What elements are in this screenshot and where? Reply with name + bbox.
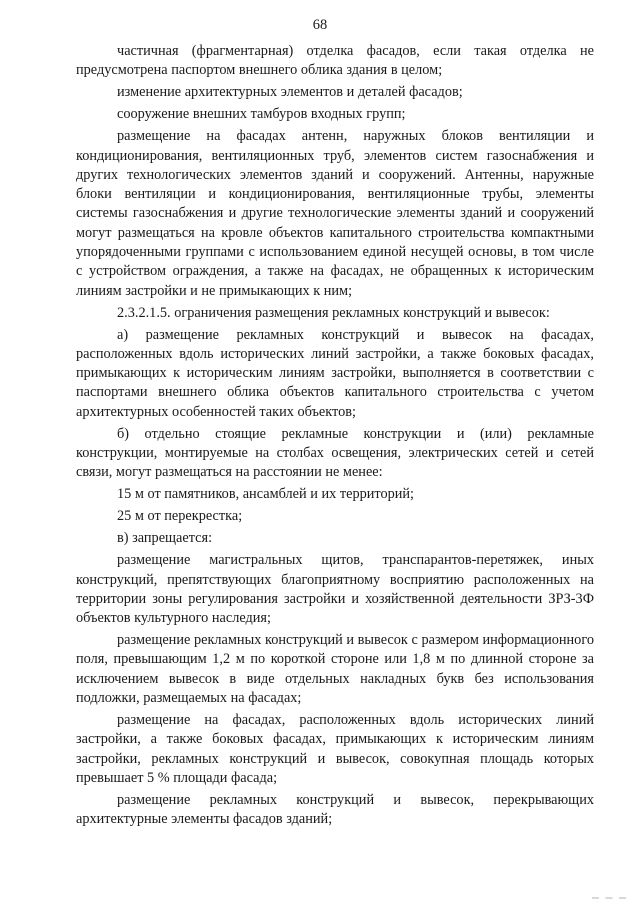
paragraph-billboards-prohibited: размещение магистральных щитов, транспарантов-перетяжек, иных конструкций, препятствующих благоприятному восприятию расположенных на территории зоны регулирования застройки и хозяйственной деятельности ЗРЗ-3Ф объектов культурного наследия; [76,552,594,627]
scan-artifact [592,897,626,899]
paragraph-distance-monuments: 15 м от памятников, ансамблей и их территорий; [117,486,415,503]
paragraph-item-v: в) запрещается: [117,530,213,547]
paragraph-architectural-elements: изменение архитектурных элементов и деталей фасадов; [117,84,463,101]
paragraph-partial-facade-finishing: частичная (фрагментарная) отделка фасадов, если такая отделка не предусмотрена паспортом внешнего облика здания в целом; [76,43,594,79]
paragraph-distance-intersection: 25 м от перекрестка; [117,508,243,525]
document-body [76,42,594,832]
paragraph-antennas-and-ventilation: размещение на фасадах антенн, наружных блоков вентиляции и кондиционирования, вентиляционных труб, элементов систем газоснабжения и других технологических элементов зданий и сооружений. Антенны, наружные блоки вентиляции и кондиционирования, вентиляционные трубы, элементы системы газоснабжения и другие технологические элементы зданий и сооружений могут размещаться на кровле объектов капитального строительства компактными упорядоченными группами с использованием единой несущей основы, в том числе с устройством ограждения, а также на фасадах, не обращенных к историческим линиям застройки и не примыкающих к ним; [76,128,594,299]
paragraph-facade-area-limit: размещение на фасадах, расположенных вдоль исторических линий застройки, а также боковых фасадах, примыкающих к историческим линиям застройки, рекламных конструкций и вывесок, совокупная площадь которых превышает 5 % площади фасада; [76,712,594,786]
paragraph-entrance-vestibules: сооружение внешних тамбуров входных групп; [117,106,406,123]
paragraph-section-2-3-2-1-5: 2.3.2.1.5. ограничения размещения рекламных конструкций и вывесок: [117,304,550,321]
paragraph-item-a: а) размещение рекламных конструкций и вывесок на фасадах, расположенных вдоль исторических линий застройки, а также боковых фасадах, примыкающих к историческим линиям застройки, выполняется в соответствии с паспортами внешнего облика объектов капитального строительства с учетом архитектурных особенностей таких объектов; [76,326,594,420]
page-number: 68 [312,17,328,33]
paragraph-covering-elements: размещение рекламных конструкций и вывесок, перекрывающих архитектурные элементы фасадов зданий; [76,791,594,828]
paragraph-sign-size-limit: размещение рекламных конструкций и вывесок с размером информационного поля, превышающим 1,2 м по короткой стороне или 1,8 м по длинной стороне за исключением вывесок в виде отдельных накладных букв без использования подложки, размещаемых на фасадах; [76,632,594,707]
paragraph-item-b: б) отдельно стоящие рекламные конструкции и (или) рекламные конструкции, монтируемые на столбах освещения, электрических сетей и сетей связи, могут размещаться на расстоянии не менее: [76,425,594,481]
